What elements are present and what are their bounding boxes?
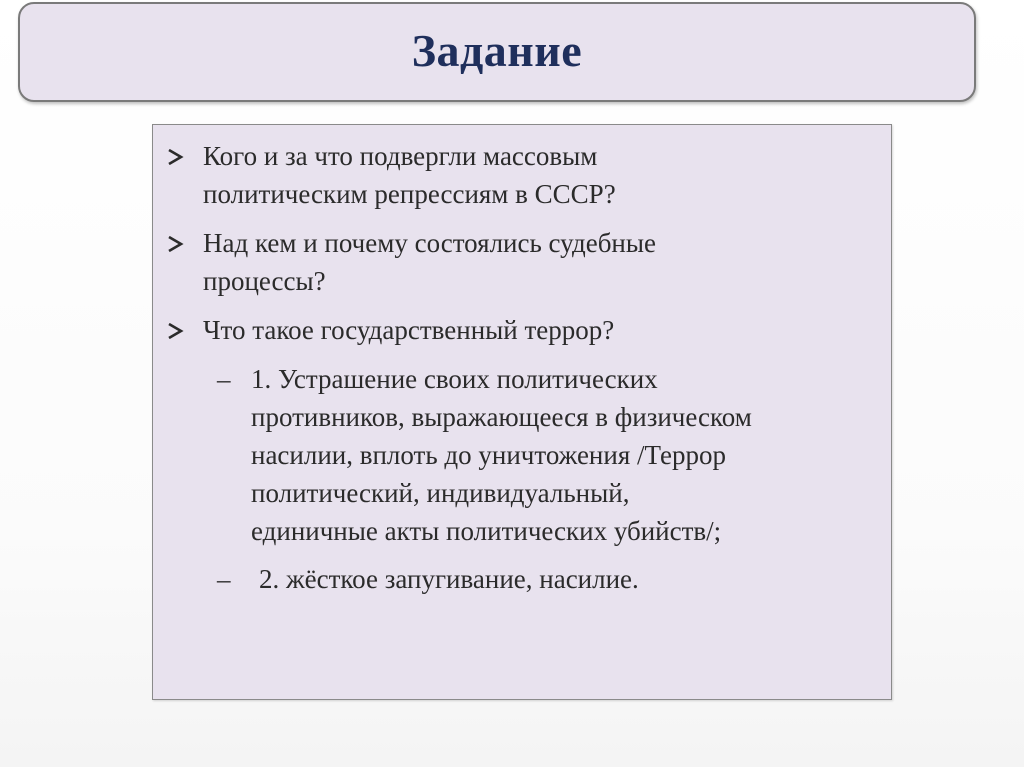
bullet-line: Над кем и почему состоялись судебные (203, 228, 657, 258)
sub-line: 2. жёсткое запугивание, насилие. (259, 564, 639, 594)
bullet-item (163, 311, 881, 349)
sub-line: политический, индивидуальный, (251, 478, 630, 508)
sub-line: противников, выражающееся в физическом (251, 402, 752, 432)
arrow-marker-icon (167, 236, 185, 252)
arrow-marker-icon (167, 149, 185, 165)
content-panel (152, 124, 892, 700)
bullet-item (163, 224, 881, 300)
slide-title: Задание (411, 24, 583, 76)
sub-item (163, 360, 881, 550)
bullet-item (163, 137, 881, 213)
arrow-marker-icon (167, 323, 185, 339)
bullet-line: процессы? (203, 266, 326, 296)
content-list (163, 137, 881, 608)
dash-marker: – (217, 364, 231, 394)
bullet-line: Что такое государственный террор? (203, 315, 615, 345)
bullet-line: Кого и за что подвергли массовым (203, 141, 598, 171)
sub-line: 1. Устрашение своих политических (251, 364, 658, 394)
sub-item (163, 560, 881, 598)
bullet-line: политическим репрессиям в СССР? (203, 179, 616, 209)
dash-marker: – (217, 564, 231, 594)
title-panel (18, 2, 976, 102)
sub-line: единичные акты политических убийств/; (251, 516, 722, 546)
sub-line: насилии, вплоть до уничтожения /Террор (251, 440, 726, 470)
